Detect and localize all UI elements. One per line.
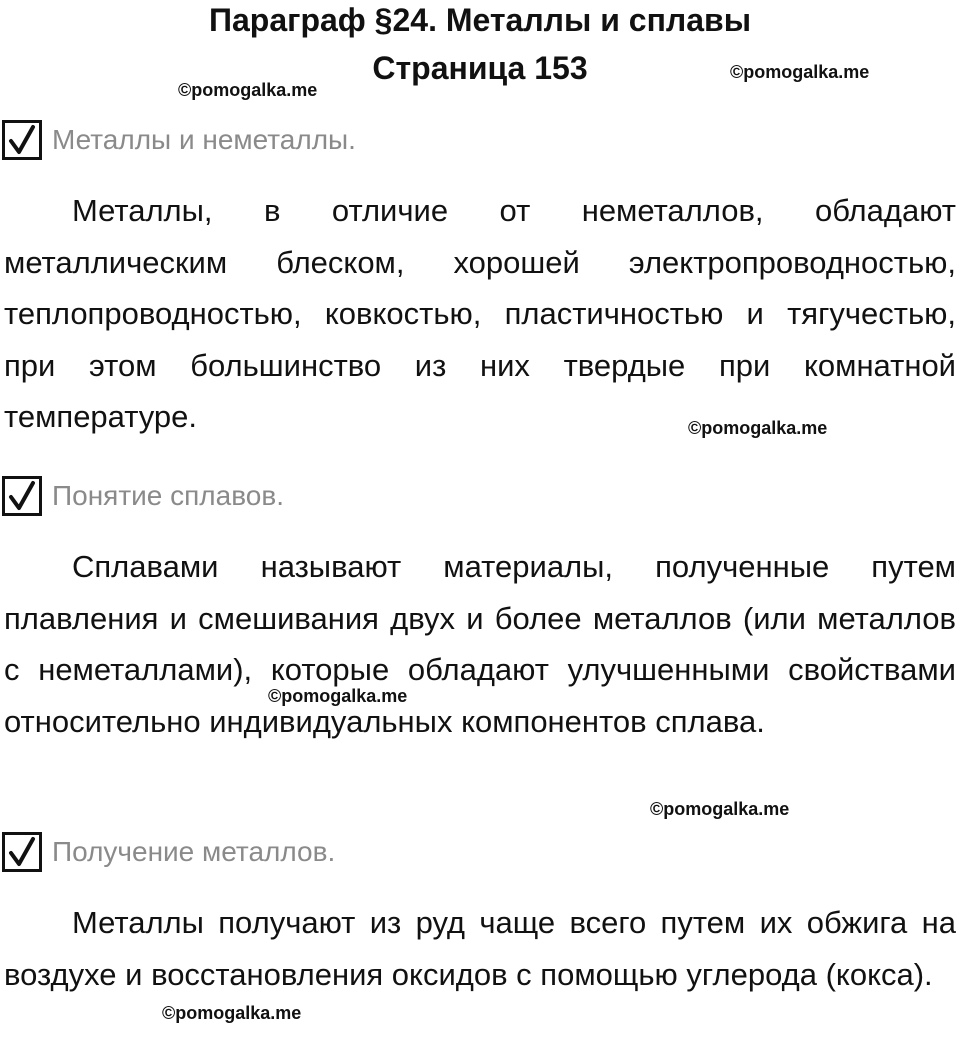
section-label: Получение металлов. — [52, 836, 336, 867]
watermark: ©pomogalka.me — [178, 80, 318, 100]
watermark: ©pomogalka.me — [688, 418, 828, 438]
watermark: ©pomogalka.me — [162, 1003, 302, 1023]
page-title: Параграф §24. Металлы и сплавы — [208, 2, 752, 38]
checkbox-checked-icon — [2, 120, 42, 160]
page-subtitle: Страница 153 — [372, 50, 588, 86]
watermark: ©pomogalka.me — [730, 62, 870, 82]
section-paragraph: Металлы, в отличие от неметаллов, обладают металлическим блеском, хорошей электропроводностью, теплопроводностью, ковкостью, пластичностью и тягучестью, при этом большинство из них твердые при комнатной температуре. — [4, 193, 956, 434]
section-heading — [2, 118, 356, 162]
section-paragraph: Сплавами называют материалы, полученные путем плавления и смешивания двух и более металлов (или металлов с неметаллами), которые обладают улучшенными свойствами относительно индивидуальных компонентов сплава. — [4, 549, 956, 739]
section-paragraph: Металлы получают из руд чаще всего путем их обжига на воздухе и восстановления оксидов с помощью углерода (кокса). — [4, 905, 956, 992]
section-heading — [2, 474, 284, 518]
checkbox-checked-icon — [2, 476, 42, 516]
section-label: Понятие сплавов. — [52, 480, 284, 511]
section-label: Металлы и неметаллы. — [52, 124, 356, 155]
watermark: ©pomogalka.me — [268, 686, 408, 706]
section-heading — [2, 830, 335, 874]
watermark: ©pomogalka.me — [650, 799, 790, 819]
checkbox-checked-icon — [2, 832, 42, 872]
